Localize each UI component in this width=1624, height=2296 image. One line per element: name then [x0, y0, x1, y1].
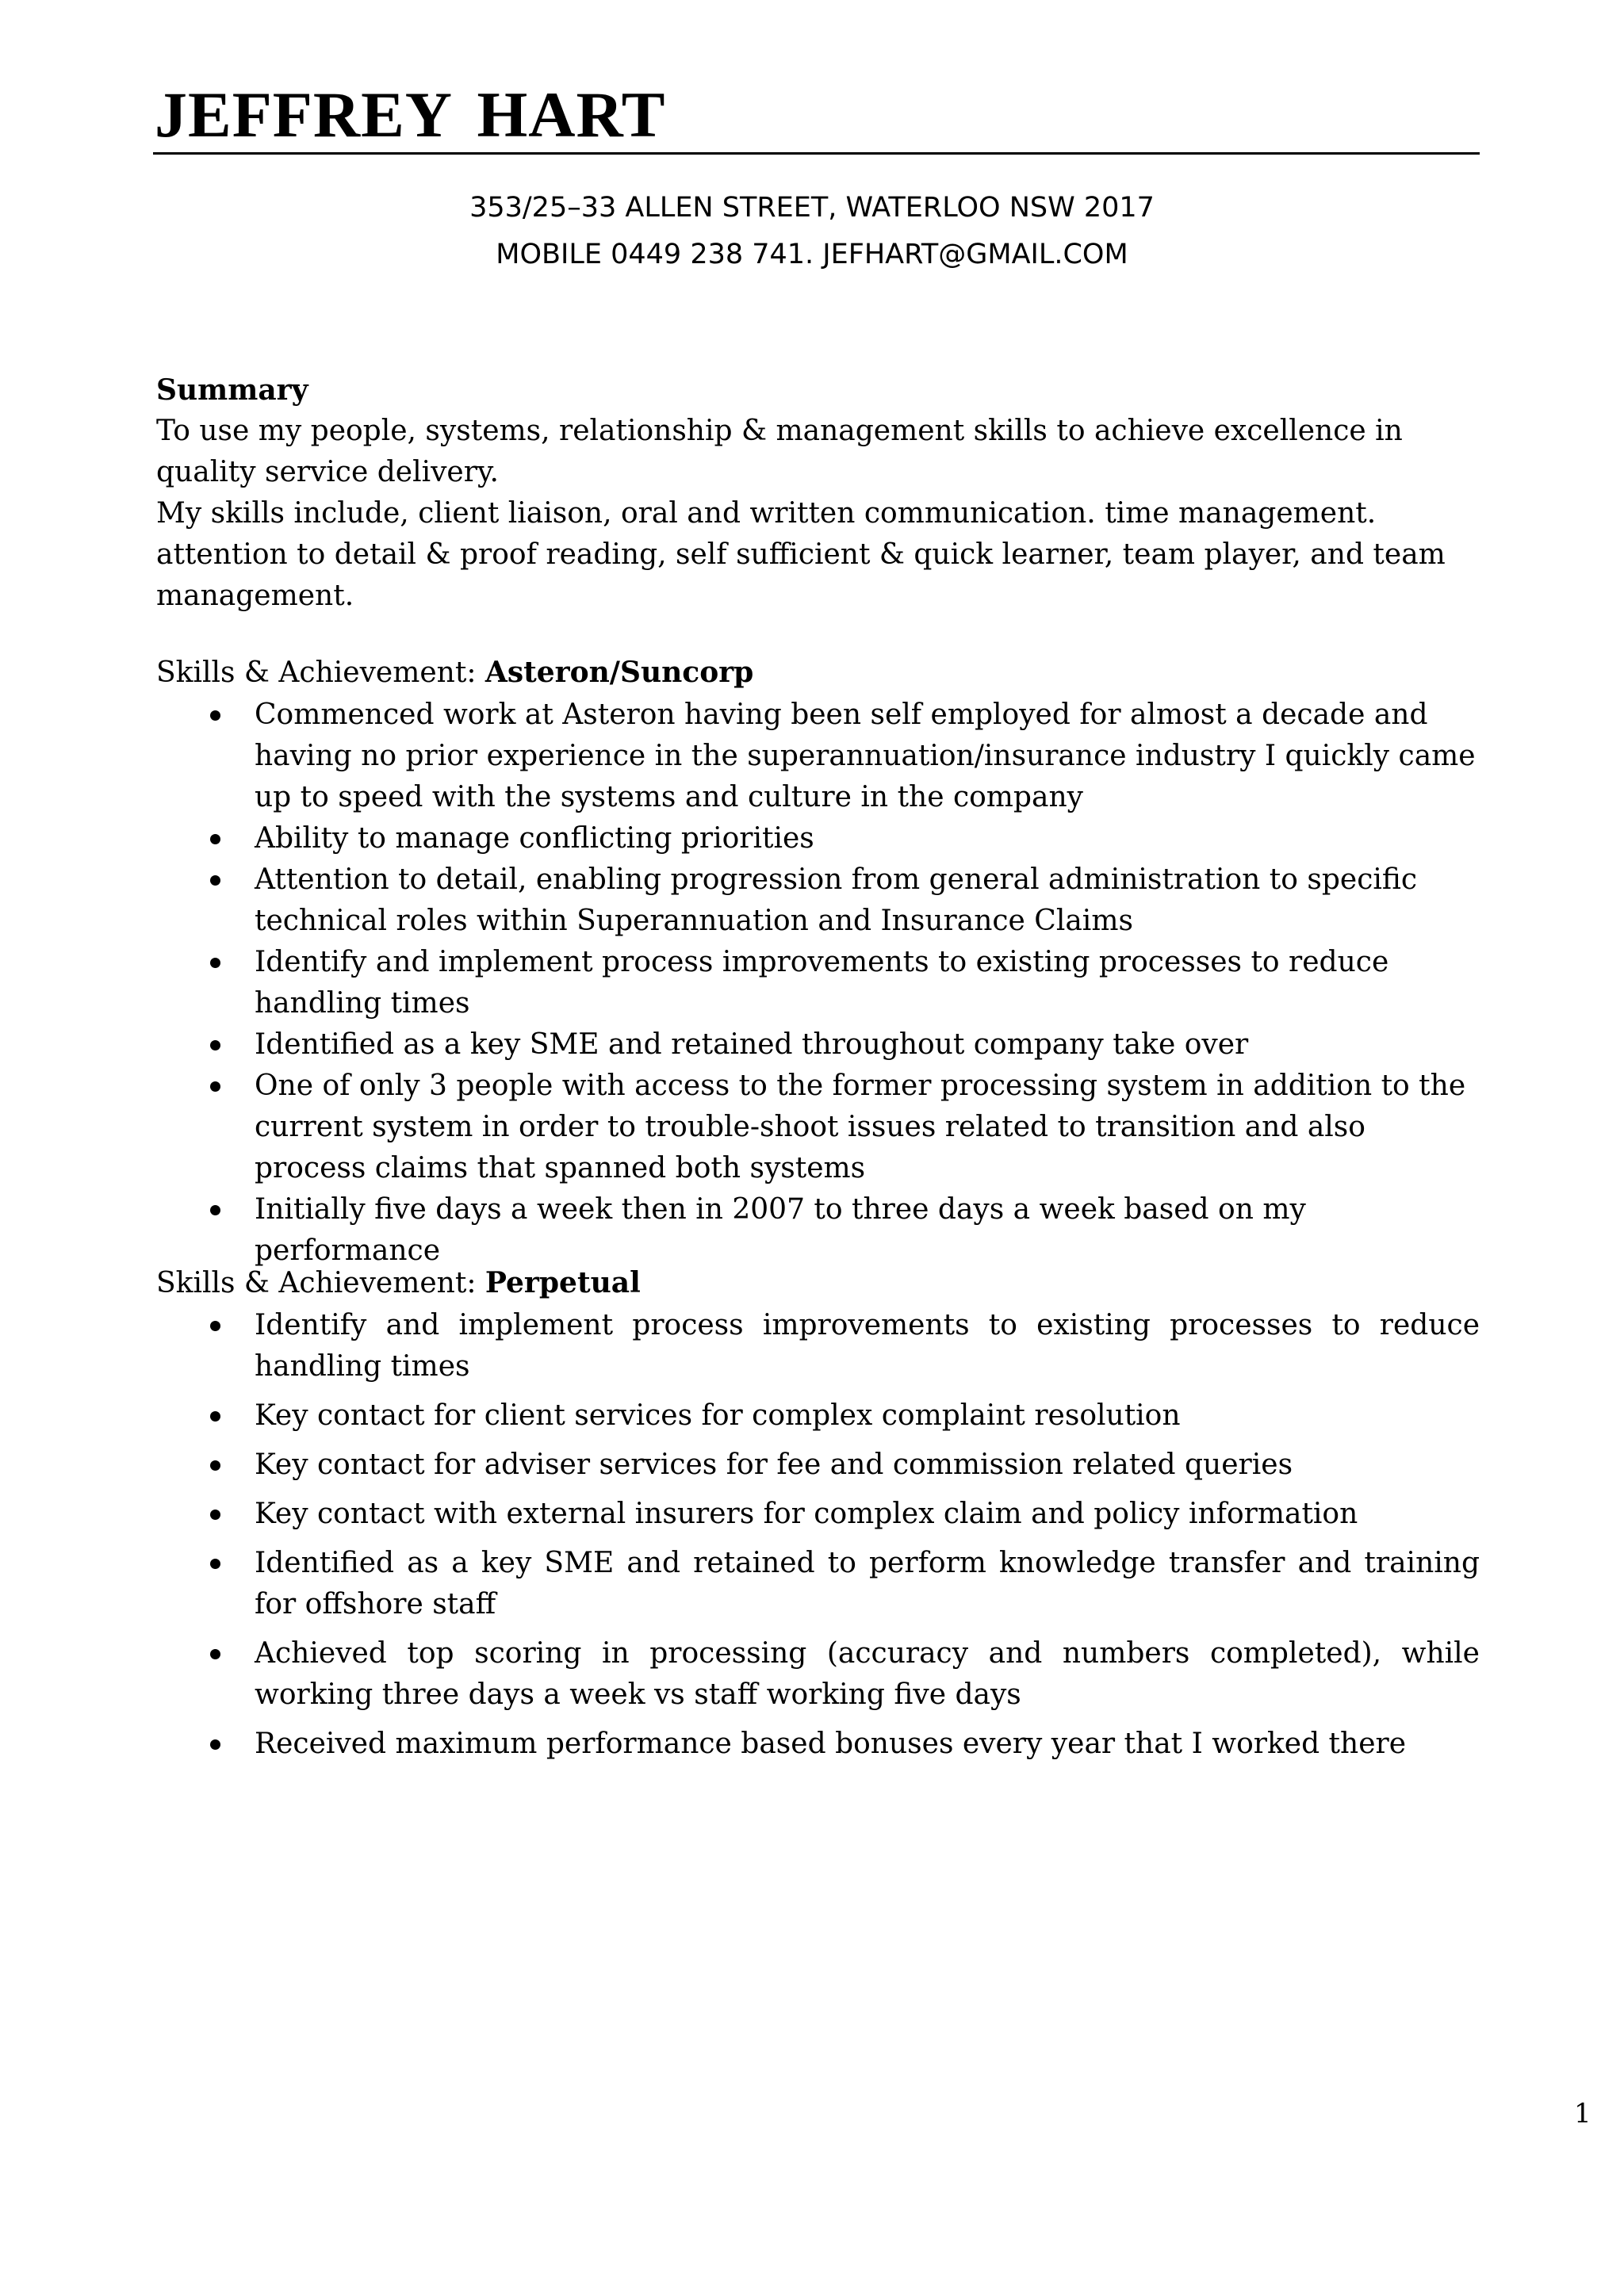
list-item-text: Identified as a key SME and retained to perform knowledge transfer and training for offshore staff — [255, 1547, 1480, 1621]
list-item-text: Identify and implement process improvements to existing processes to reduce handling times — [255, 1309, 1480, 1383]
bullet-icon — [210, 875, 220, 886]
list-item — [255, 859, 1480, 942]
bullet-icon — [210, 834, 220, 844]
list-item-text: Achieved top scoring in processing (accuracy and numbers completed), while working three days a week vs staff working five days — [255, 1637, 1480, 1711]
asteron-achievements-list — [0, 695, 1624, 1272]
list-item — [255, 1024, 1480, 1066]
section-heading-prefix: Skills & Achievement: — [156, 656, 485, 689]
list-item-text: Attention to detail, enabling progression from general administration to specific technical roles within Superannuation and Insurance Claims — [255, 863, 1418, 937]
bullet-icon — [210, 1040, 220, 1050]
bullet-icon — [210, 1510, 220, 1520]
summary-objective: To use my people, systems, relationship & management skills to achieve excellence in quality service delivery. — [156, 415, 1403, 488]
list-item-text: Key contact for adviser services for fee and commission related queries — [255, 1448, 1293, 1481]
list-item — [255, 1395, 1480, 1437]
list-item-text: Identified as a key SME and retained throughout company take over — [255, 1028, 1249, 1061]
list-item-text: Initially five days a week then in 2007 to three days a week based on my performance — [255, 1193, 1306, 1267]
bullet-icon — [210, 1649, 220, 1659]
candidate-name: JEFFREY HART — [155, 78, 666, 151]
name-underline-rule — [153, 152, 1480, 155]
list-item — [255, 1189, 1480, 1272]
perpetual-achievements-list — [0, 1305, 1624, 1773]
list-item-text: Key contact with external insurers for complex claim and policy information — [255, 1498, 1358, 1530]
list-item — [255, 1066, 1480, 1189]
bullet-icon — [210, 1739, 220, 1750]
summary-title: Summary — [156, 373, 308, 407]
list-item — [255, 1633, 1480, 1716]
list-item — [255, 942, 1480, 1024]
bullet-icon — [210, 1205, 220, 1215]
summary-skills: My skills include, client liaison, oral and written communication. time management. attention to detail & proof reading, self sufficient & quick learner, team player, and team management. — [156, 497, 1446, 612]
summary-section — [156, 369, 1483, 617]
list-item-text: Commenced work at Asteron having been self employed for almost a decade and having no prior experience in the superannuation/insurance industry I quickly came up to speed with the systems and culture in the company — [255, 698, 1476, 813]
list-item-text: Key contact for client services for complex complaint resolution — [255, 1399, 1181, 1432]
list-item-text: Ability to manage conflicting priorities — [255, 822, 814, 855]
list-item — [255, 1445, 1480, 1486]
list-item — [255, 695, 1480, 818]
bullet-icon — [210, 958, 220, 968]
section-heading-company: Perpetual — [485, 1266, 641, 1299]
list-item — [255, 1724, 1480, 1765]
address-line: 353/25–33 ALLEN STREET, WATERLOO NSW 2017 — [469, 192, 1155, 224]
list-item — [255, 818, 1480, 859]
bullet-icon — [210, 1460, 220, 1471]
mobile-email-line: MOBILE 0449 238 741. JEFHART@GMAIL.COM — [496, 239, 1128, 270]
list-item — [255, 1543, 1480, 1625]
list-item-text: One of only 3 people with access to the former processing system in addition to the current system in order to trouble-shoot issues related to transition and also process claims that spanned both systems — [255, 1070, 1466, 1184]
section-heading-prefix: Skills & Achievement: — [156, 1267, 485, 1299]
section-heading-perpetual — [156, 1262, 641, 1304]
bullet-icon — [210, 1559, 220, 1569]
section-heading-asteron — [156, 652, 753, 694]
list-item-text: Identify and implement process improvements to existing processes to reduce handling times — [255, 946, 1389, 1020]
bullet-icon — [210, 710, 220, 721]
list-item — [255, 1494, 1480, 1535]
list-item-text: Received maximum performance based bonuses every year that I worked there — [255, 1728, 1407, 1760]
list-item — [255, 1305, 1480, 1387]
bullet-icon — [210, 1321, 220, 1331]
bullet-icon — [210, 1411, 220, 1422]
bullet-icon — [210, 1081, 220, 1092]
page-number: 1 — [1574, 2098, 1591, 2130]
section-heading-company: Asteron/Suncorp — [485, 656, 754, 689]
